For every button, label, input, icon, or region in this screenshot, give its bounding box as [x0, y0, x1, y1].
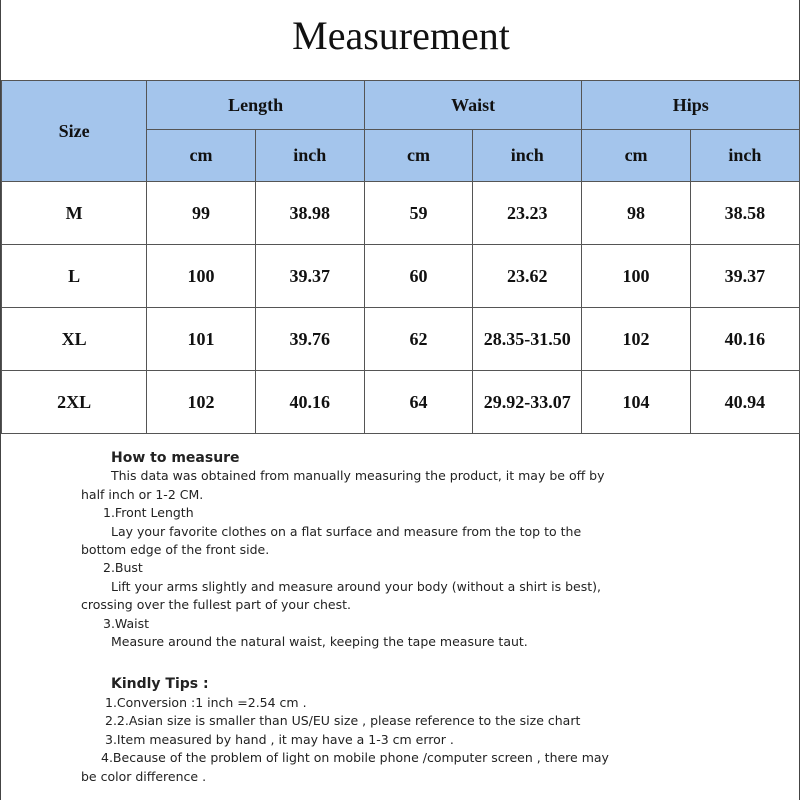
value-cell: 59 [364, 182, 472, 245]
value-cell: 104 [582, 371, 690, 434]
table-header-row [2, 81, 800, 130]
front-length-title: 1.Front Length [103, 505, 194, 521]
intro-text: half inch or 1-2 CM. [81, 486, 204, 502]
length-group-header: Length [147, 81, 365, 130]
value-cell: 64 [364, 371, 472, 434]
value-cell: 28.35-31.50 [473, 308, 582, 371]
value-cell: 39.37 [690, 245, 799, 308]
tip-item: be color difference . [81, 768, 207, 784]
hips-group-header: Hips [582, 81, 800, 130]
value-cell: 101 [147, 308, 255, 371]
size-cell: M [2, 182, 147, 245]
value-cell: 102 [582, 308, 690, 371]
value-cell: 62 [364, 308, 472, 371]
value-cell: 23.23 [473, 182, 582, 245]
unit-header: cm [364, 130, 472, 182]
value-cell: 98 [582, 182, 690, 245]
unit-header: cm [582, 130, 690, 182]
value-cell: 100 [147, 245, 255, 308]
unit-header: cm [147, 130, 255, 182]
unit-header: inch [473, 130, 582, 182]
value-cell: 60 [364, 245, 472, 308]
value-cell: 100 [582, 245, 690, 308]
value-cell: 99 [147, 182, 255, 245]
table-row [2, 371, 800, 434]
kindly-tips-heading: Kindly Tips : [111, 676, 209, 693]
unit-header: inch [255, 130, 364, 182]
waist-text: Measure around the natural waist, keeping the tape measure taut. [111, 634, 528, 650]
how-to-measure-heading: How to measure [111, 450, 240, 466]
tip-item: 3.Item measured by hand , it may have a 1-3 cm error . [105, 731, 454, 747]
value-cell: 38.98 [255, 182, 364, 245]
measurement-notes [81, 449, 781, 786]
tip-item: 1.Conversion :1 inch =2.54 cm . [105, 694, 307, 710]
value-cell: 40.94 [690, 371, 799, 434]
size-cell: XL [2, 308, 147, 371]
tip-item: 2.2.Asian size is smaller than US/EU size , please reference to the size chart [105, 713, 581, 729]
bust-text: Lift your arms slightly and measure around your body (without a shirt is best), [111, 578, 601, 594]
bust-text: crossing over the fullest part of your chest. [81, 597, 351, 613]
tip-item: 4.Because of the problem of light on mobile phone /computer screen , there may [101, 750, 609, 766]
intro-text: This data was obtained from manually measuring the product, it may be off by [111, 468, 605, 484]
value-cell: 40.16 [255, 371, 364, 434]
bust-title: 2.Bust [103, 560, 143, 576]
value-cell: 39.76 [255, 308, 364, 371]
table-row [2, 245, 800, 308]
size-column-header: Size [2, 81, 147, 182]
waist-title: 3.Waist [103, 615, 150, 631]
front-length-text: bottom edge of the front side. [81, 542, 270, 558]
value-cell: 40.16 [690, 308, 799, 371]
table-row [2, 182, 800, 245]
value-cell: 29.92-33.07 [473, 371, 582, 434]
size-cell: 2XL [2, 371, 147, 434]
page-title: Measurement [292, 13, 510, 58]
value-cell: 23.62 [473, 245, 582, 308]
value-cell: 102 [147, 371, 255, 434]
value-cell: 38.58 [690, 182, 799, 245]
size-cell: L [2, 245, 147, 308]
value-cell: 39.37 [255, 245, 364, 308]
waist-group-header: Waist [364, 81, 582, 130]
unit-header: inch [690, 130, 799, 182]
section-spacer [81, 651, 781, 675]
table-row [2, 308, 800, 371]
size-table [1, 80, 800, 434]
front-length-text: Lay your favorite clothes on a flat surface and measure from the top to the [111, 523, 582, 539]
